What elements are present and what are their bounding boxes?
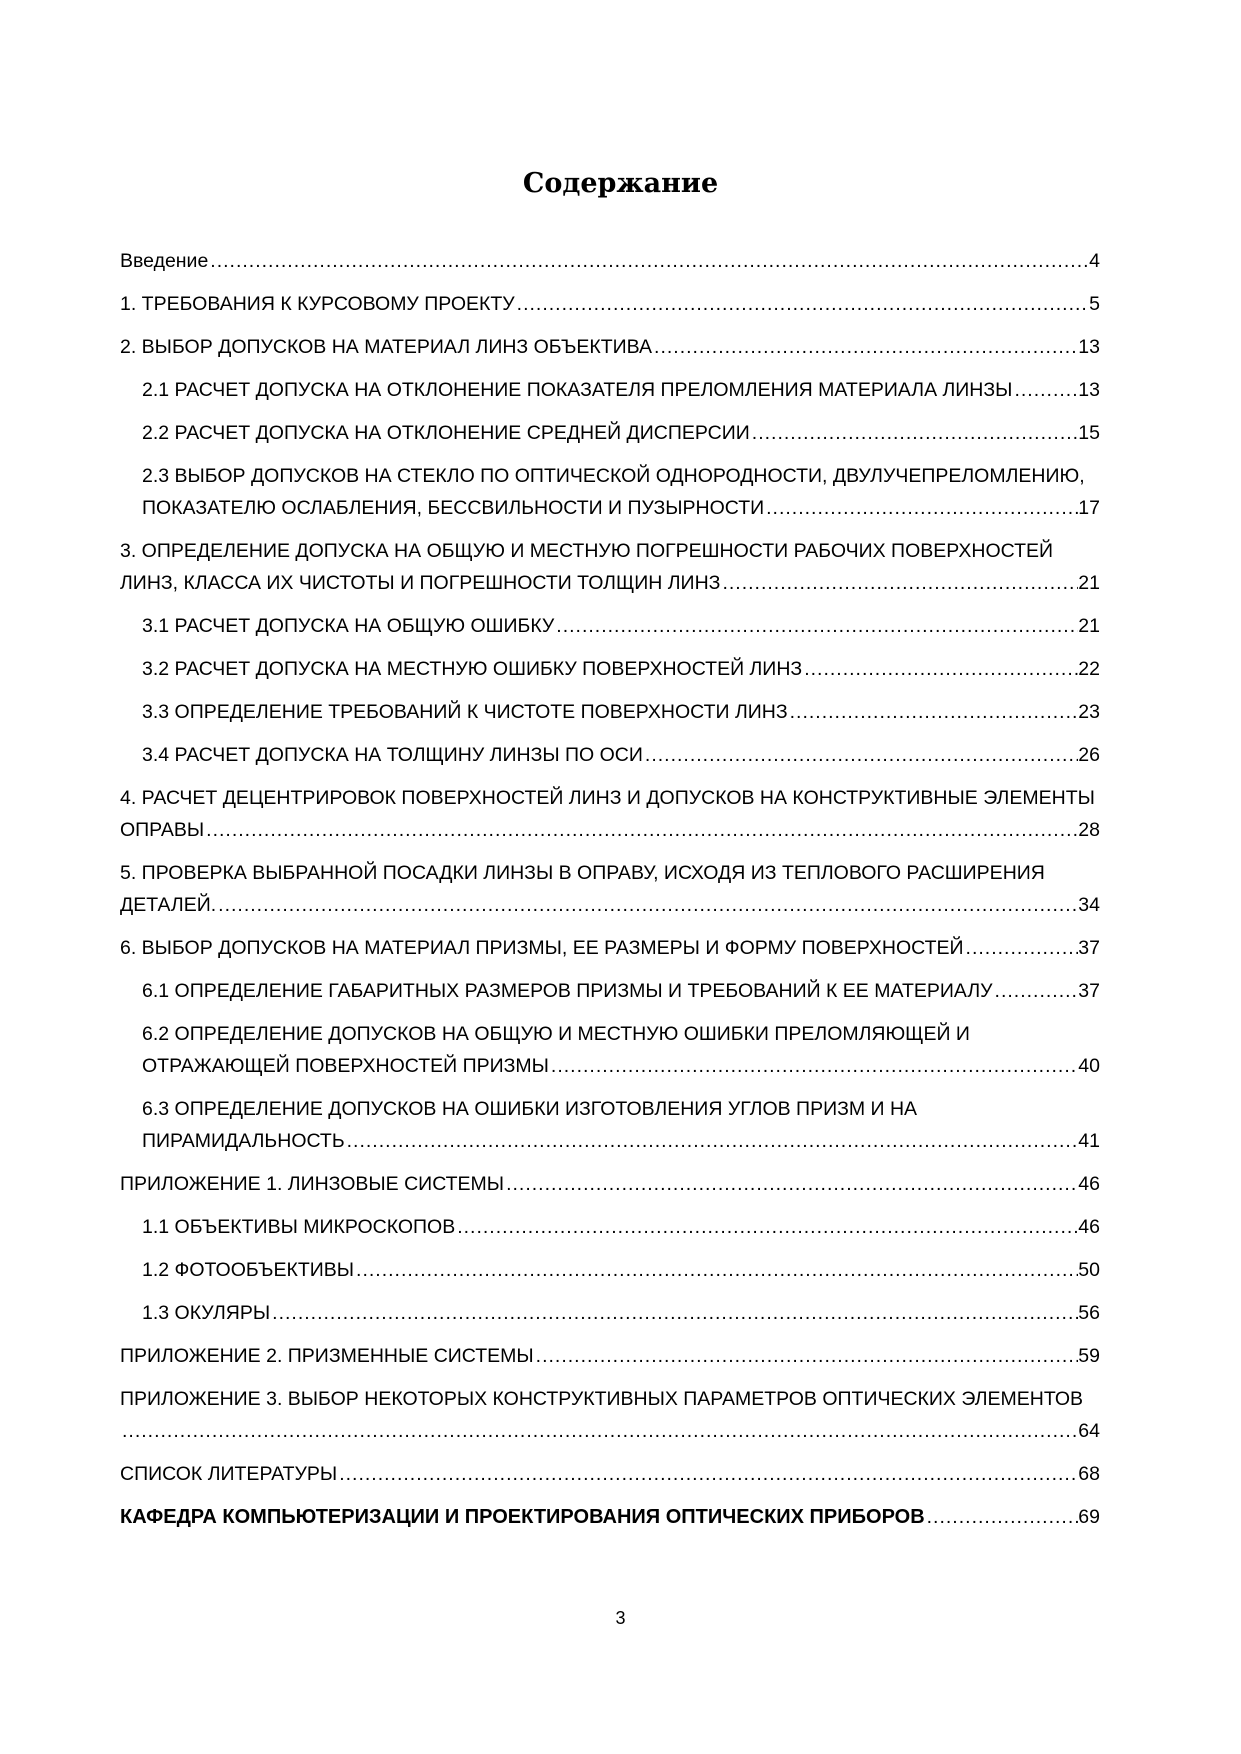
- table-of-contents: [120, 245, 1100, 1544]
- dot-leader: [120, 1415, 1078, 1447]
- toc-entry-text: 1.2 ФОТООБЪЕКТИВЫ: [142, 1259, 355, 1281]
- dot-leader: [993, 975, 1079, 1007]
- dot-leader: [652, 331, 1078, 363]
- toc-entry-line: [120, 288, 1100, 320]
- toc-page-number: 41: [1078, 1130, 1100, 1152]
- dot-leader: [964, 932, 1079, 964]
- toc-entry[interactable]: [120, 535, 1100, 599]
- toc-page-number: 59: [1078, 1345, 1100, 1367]
- dot-leader: [554, 610, 1078, 642]
- toc-entry-line: [120, 331, 1100, 363]
- toc-entry-line: [142, 1297, 1100, 1329]
- toc-page-number: 13: [1078, 336, 1100, 358]
- toc-entry-text: 5. ПРОВЕРКА ВЫБРАННОЙ ПОСАДКИ ЛИНЗЫ В ОПРАВУ, ИСХОДЯ ИЗ ТЕПЛОВОГО РАСШИРЕНИЯ: [120, 862, 1045, 884]
- toc-entry[interactable]: [120, 1340, 1100, 1372]
- toc-entry-text: ПРИЛОЖЕНИЕ 1. ЛИНЗОВЫЕ СИСТЕМЫ: [120, 1173, 505, 1195]
- toc-page-number: 21: [1078, 572, 1100, 594]
- toc-page-number: 37: [1078, 937, 1100, 959]
- dot-leader: [208, 245, 1089, 277]
- toc-page-number: 40: [1078, 1055, 1100, 1077]
- toc-entry-text: ПРИЛОЖЕНИЕ 2. ПРИЗМЕННЫЕ СИСТЕМЫ: [120, 1345, 534, 1367]
- toc-entry[interactable]: [120, 1383, 1100, 1447]
- toc-entry-line: [142, 1254, 1100, 1286]
- toc-entry-text: ДЕТАЛЕЙ.: [120, 894, 217, 916]
- toc-entry[interactable]: [120, 245, 1100, 277]
- toc-entry[interactable]: [120, 975, 1100, 1007]
- dot-leader: [270, 1297, 1078, 1329]
- toc-entry[interactable]: [120, 1018, 1100, 1082]
- toc-entry-text: Введение: [120, 250, 209, 272]
- toc-entry-line: [120, 1458, 1100, 1490]
- dot-leader: [455, 1211, 1078, 1243]
- toc-entry-text: ОПРАВЫ: [120, 819, 205, 841]
- toc-entry-line: [142, 492, 1100, 524]
- toc-entry[interactable]: [120, 857, 1100, 921]
- toc-entry-line: [142, 1050, 1100, 1082]
- toc-entry-text: ЛИНЗ, КЛАССА ИХ ЧИСТОТЫ И ПОГРЕШНОСТИ ТОЛЩИН ЛИНЗ: [120, 572, 721, 594]
- toc-page-number: 46: [1078, 1173, 1100, 1195]
- toc-entry-text: 3. ОПРЕДЕЛЕНИЕ ДОПУСКА НА ОБЩУЮ И МЕСТНУЮ ПОГРЕШНОСТИ РАБОЧИХ ПОВЕРХНОСТЕЙ: [120, 540, 1054, 562]
- toc-entry[interactable]: [120, 1254, 1100, 1286]
- toc-entry-line: [120, 245, 1100, 277]
- toc-entry-text: 2.3 ВЫБОР ДОПУСКОВ НА СТЕКЛО ПО ОПТИЧЕСКОЙ ОДНОРОДНОСТИ, ДВУЛУЧЕПРЕЛОМЛЕНИЮ,: [142, 465, 1085, 487]
- dot-leader: [504, 1168, 1078, 1200]
- toc-page-number: 50: [1078, 1259, 1100, 1281]
- dot-leader: [1012, 374, 1078, 406]
- toc-entry[interactable]: [120, 1093, 1100, 1157]
- toc-entry-line: [120, 814, 1100, 846]
- toc-entry-text: КАФЕДРА КОМПЬЮТЕРИЗАЦИИ И ПРОЕКТИРОВАНИЯ ОПТИЧЕСКИХ ПРИБОРОВ: [120, 1506, 925, 1528]
- toc-page-number: 23: [1078, 701, 1100, 723]
- toc-entry[interactable]: [120, 739, 1100, 771]
- toc-page-number: 64: [1078, 1420, 1100, 1442]
- dot-leader: [750, 417, 1079, 449]
- dot-leader: [337, 1458, 1078, 1490]
- toc-entry-text: ПИРАМИДАЛЬНОСТЬ: [142, 1130, 345, 1152]
- toc-entry-line: [142, 975, 1100, 1007]
- toc-entry-text: 3.4 РАСЧЕТ ДОПУСКА НА ТОЛЩИНУ ЛИНЗЫ ПО ОСИ: [142, 744, 643, 766]
- toc-entry[interactable]: [120, 1458, 1100, 1490]
- toc-entry[interactable]: [120, 1168, 1100, 1200]
- toc-entry-line: [142, 417, 1100, 449]
- toc-entry-line: [142, 653, 1100, 685]
- toc-entry-line: [120, 1168, 1100, 1200]
- toc-entry-text: 3.2 РАСЧЕТ ДОПУСКА НА МЕСТНУЮ ОШИБКУ ПОВЕРХНОСТЕЙ ЛИНЗ: [142, 658, 803, 680]
- toc-entry[interactable]: [120, 331, 1100, 363]
- toc-page-number: 22: [1078, 658, 1100, 680]
- toc-entry[interactable]: [120, 1211, 1100, 1243]
- toc-entry-line: [120, 932, 1100, 964]
- toc-page-number: 17: [1078, 497, 1100, 519]
- toc-page-number: 69: [1078, 1506, 1100, 1528]
- toc-entry-line: [120, 567, 1100, 599]
- dot-leader: [534, 1340, 1079, 1372]
- toc-entry-text: СПИСОК ЛИТЕРАТУРЫ: [120, 1463, 338, 1485]
- toc-page-number: 37: [1078, 980, 1100, 1002]
- dot-leader: [216, 889, 1078, 921]
- toc-entry-line: [142, 696, 1100, 728]
- toc-entry-text: 6.1 ОПРЕДЕЛЕНИЕ ГАБАРИТНЫХ РАЗМЕРОВ ПРИЗМЫ И ТРЕБОВАНИЙ К ЕЕ МАТЕРИАЛУ: [142, 980, 993, 1002]
- page-title: Содержание: [522, 168, 719, 199]
- page-number: 3: [615, 1608, 626, 1628]
- toc-page-number: 28: [1078, 819, 1100, 841]
- toc-entry[interactable]: [120, 417, 1100, 449]
- dot-leader: [925, 1501, 1079, 1533]
- toc-page-number: 21: [1078, 615, 1100, 637]
- toc-entry-text: 3.3 ОПРЕДЕЛЕНИЕ ТРЕБОВАНИЙ К ЧИСТОТЕ ПОВЕРХНОСТИ ЛИНЗ: [142, 701, 788, 723]
- dot-leader: [549, 1050, 1078, 1082]
- toc-entry[interactable]: [120, 696, 1100, 728]
- toc-entry[interactable]: [120, 1501, 1100, 1533]
- dot-leader: [643, 739, 1078, 771]
- toc-page-number: 4: [1089, 250, 1100, 272]
- dot-leader: [720, 567, 1078, 599]
- toc-entry[interactable]: [120, 288, 1100, 320]
- toc-entry-line: [142, 1211, 1100, 1243]
- toc-page-number: 5: [1089, 293, 1100, 315]
- dot-leader: [788, 696, 1079, 728]
- toc-entry-text: ОТРАЖАЮЩЕЙ ПОВЕРХНОСТЕЙ ПРИЗМЫ: [142, 1055, 549, 1077]
- toc-page-number: 34: [1078, 894, 1100, 916]
- dot-leader: [354, 1254, 1078, 1286]
- toc-entry-line: [120, 1415, 1100, 1447]
- toc-entry-text: 3.1 РАСЧЕТ ДОПУСКА НА ОБЩУЮ ОШИБКУ: [142, 615, 555, 637]
- toc-entry-text: 1. ТРЕБОВАНИЯ К КУРСОВОМУ ПРОЕКТУ: [120, 293, 515, 315]
- toc-entry-text: 2.2 РАСЧЕТ ДОПУСКА НА ОТКЛОНЕНИЕ СРЕДНЕЙ ДИСПЕРСИИ: [142, 422, 750, 444]
- toc-entry[interactable]: [120, 460, 1100, 524]
- dot-leader: [515, 288, 1089, 320]
- toc-entry-line: [120, 1340, 1100, 1372]
- toc-entry-text: 2.1 РАСЧЕТ ДОПУСКА НА ОТКЛОНЕНИЕ ПОКАЗАТЕЛЯ ПРЕЛОМЛЕНИЯ МАТЕРИАЛА ЛИНЗЫ: [142, 379, 1013, 401]
- dot-leader: [204, 814, 1078, 846]
- toc-page-number: 68: [1078, 1463, 1100, 1485]
- dot-leader: [802, 653, 1078, 685]
- toc-entry-line: [120, 1501, 1100, 1533]
- toc-entry-line: [142, 610, 1100, 642]
- toc-entry-text: 6.2 ОПРЕДЕЛЕНИЕ ДОПУСКОВ НА ОБЩУЮ И МЕСТНУЮ ОШИБКИ ПРЕЛОМЛЯЮЩЕЙ И: [142, 1023, 970, 1045]
- toc-entry-text: 4. РАСЧЕТ ДЕЦЕНТРИРОВОК ПОВЕРХНОСТЕЙ ЛИНЗ И ДОПУСКОВ НА КОНСТРУКТИВНЫЕ ЭЛЕМЕНТЫ: [120, 787, 1095, 809]
- toc-entry[interactable]: [120, 374, 1100, 406]
- toc-entry[interactable]: [120, 932, 1100, 964]
- toc-entry-line: [120, 889, 1100, 921]
- toc-page-number: 46: [1078, 1216, 1100, 1238]
- toc-entry[interactable]: [120, 782, 1100, 846]
- toc-entry-text: 6.3 ОПРЕДЕЛЕНИЕ ДОПУСКОВ НА ОШИБКИ ИЗГОТОВЛЕНИЯ УГЛОВ ПРИЗМ И НА: [142, 1098, 918, 1120]
- toc-entry-text: 2. ВЫБОР ДОПУСКОВ НА МАТЕРИАЛ ЛИНЗ ОБЪЕКТИВА: [120, 336, 653, 358]
- toc-page-number: 15: [1078, 422, 1100, 444]
- toc-page-number: 26: [1078, 744, 1100, 766]
- toc-entry-line: [142, 1125, 1100, 1157]
- toc-entry-text: 1.3 ОКУЛЯРЫ: [142, 1302, 271, 1324]
- toc-entry-text: ПРИЛОЖЕНИЕ 3. ВЫБОР НЕКОТОРЫХ КОНСТРУКТИВНЫХ ПАРАМЕТРОВ ОПТИЧЕСКИХ ЭЛЕМЕНТОВ: [120, 1388, 1084, 1410]
- dot-leader: [345, 1125, 1079, 1157]
- toc-entry[interactable]: [120, 1297, 1100, 1329]
- dot-leader: [764, 492, 1078, 524]
- toc-entry-text: 1.1 ОБЪЕКТИВЫ МИКРОСКОПОВ: [142, 1216, 456, 1238]
- toc-entry-line: [142, 739, 1100, 771]
- toc-page-number: 13: [1078, 379, 1100, 401]
- toc-entry[interactable]: [120, 653, 1100, 685]
- toc-entry-line: [142, 374, 1100, 406]
- toc-entry-text: 6. ВЫБОР ДОПУСКОВ НА МАТЕРИАЛ ПРИЗМЫ, ЕЕ РАЗМЕРЫ И ФОРМУ ПОВЕРХНОСТЕЙ: [120, 937, 964, 959]
- toc-entry[interactable]: [120, 610, 1100, 642]
- toc-entry-text: ПОКАЗАТЕЛЮ ОСЛАБЛЕНИЯ, БЕССВИЛЬНОСТИ И ПУЗЫРНОСТИ: [142, 497, 765, 519]
- toc-page-number: 56: [1078, 1302, 1100, 1324]
